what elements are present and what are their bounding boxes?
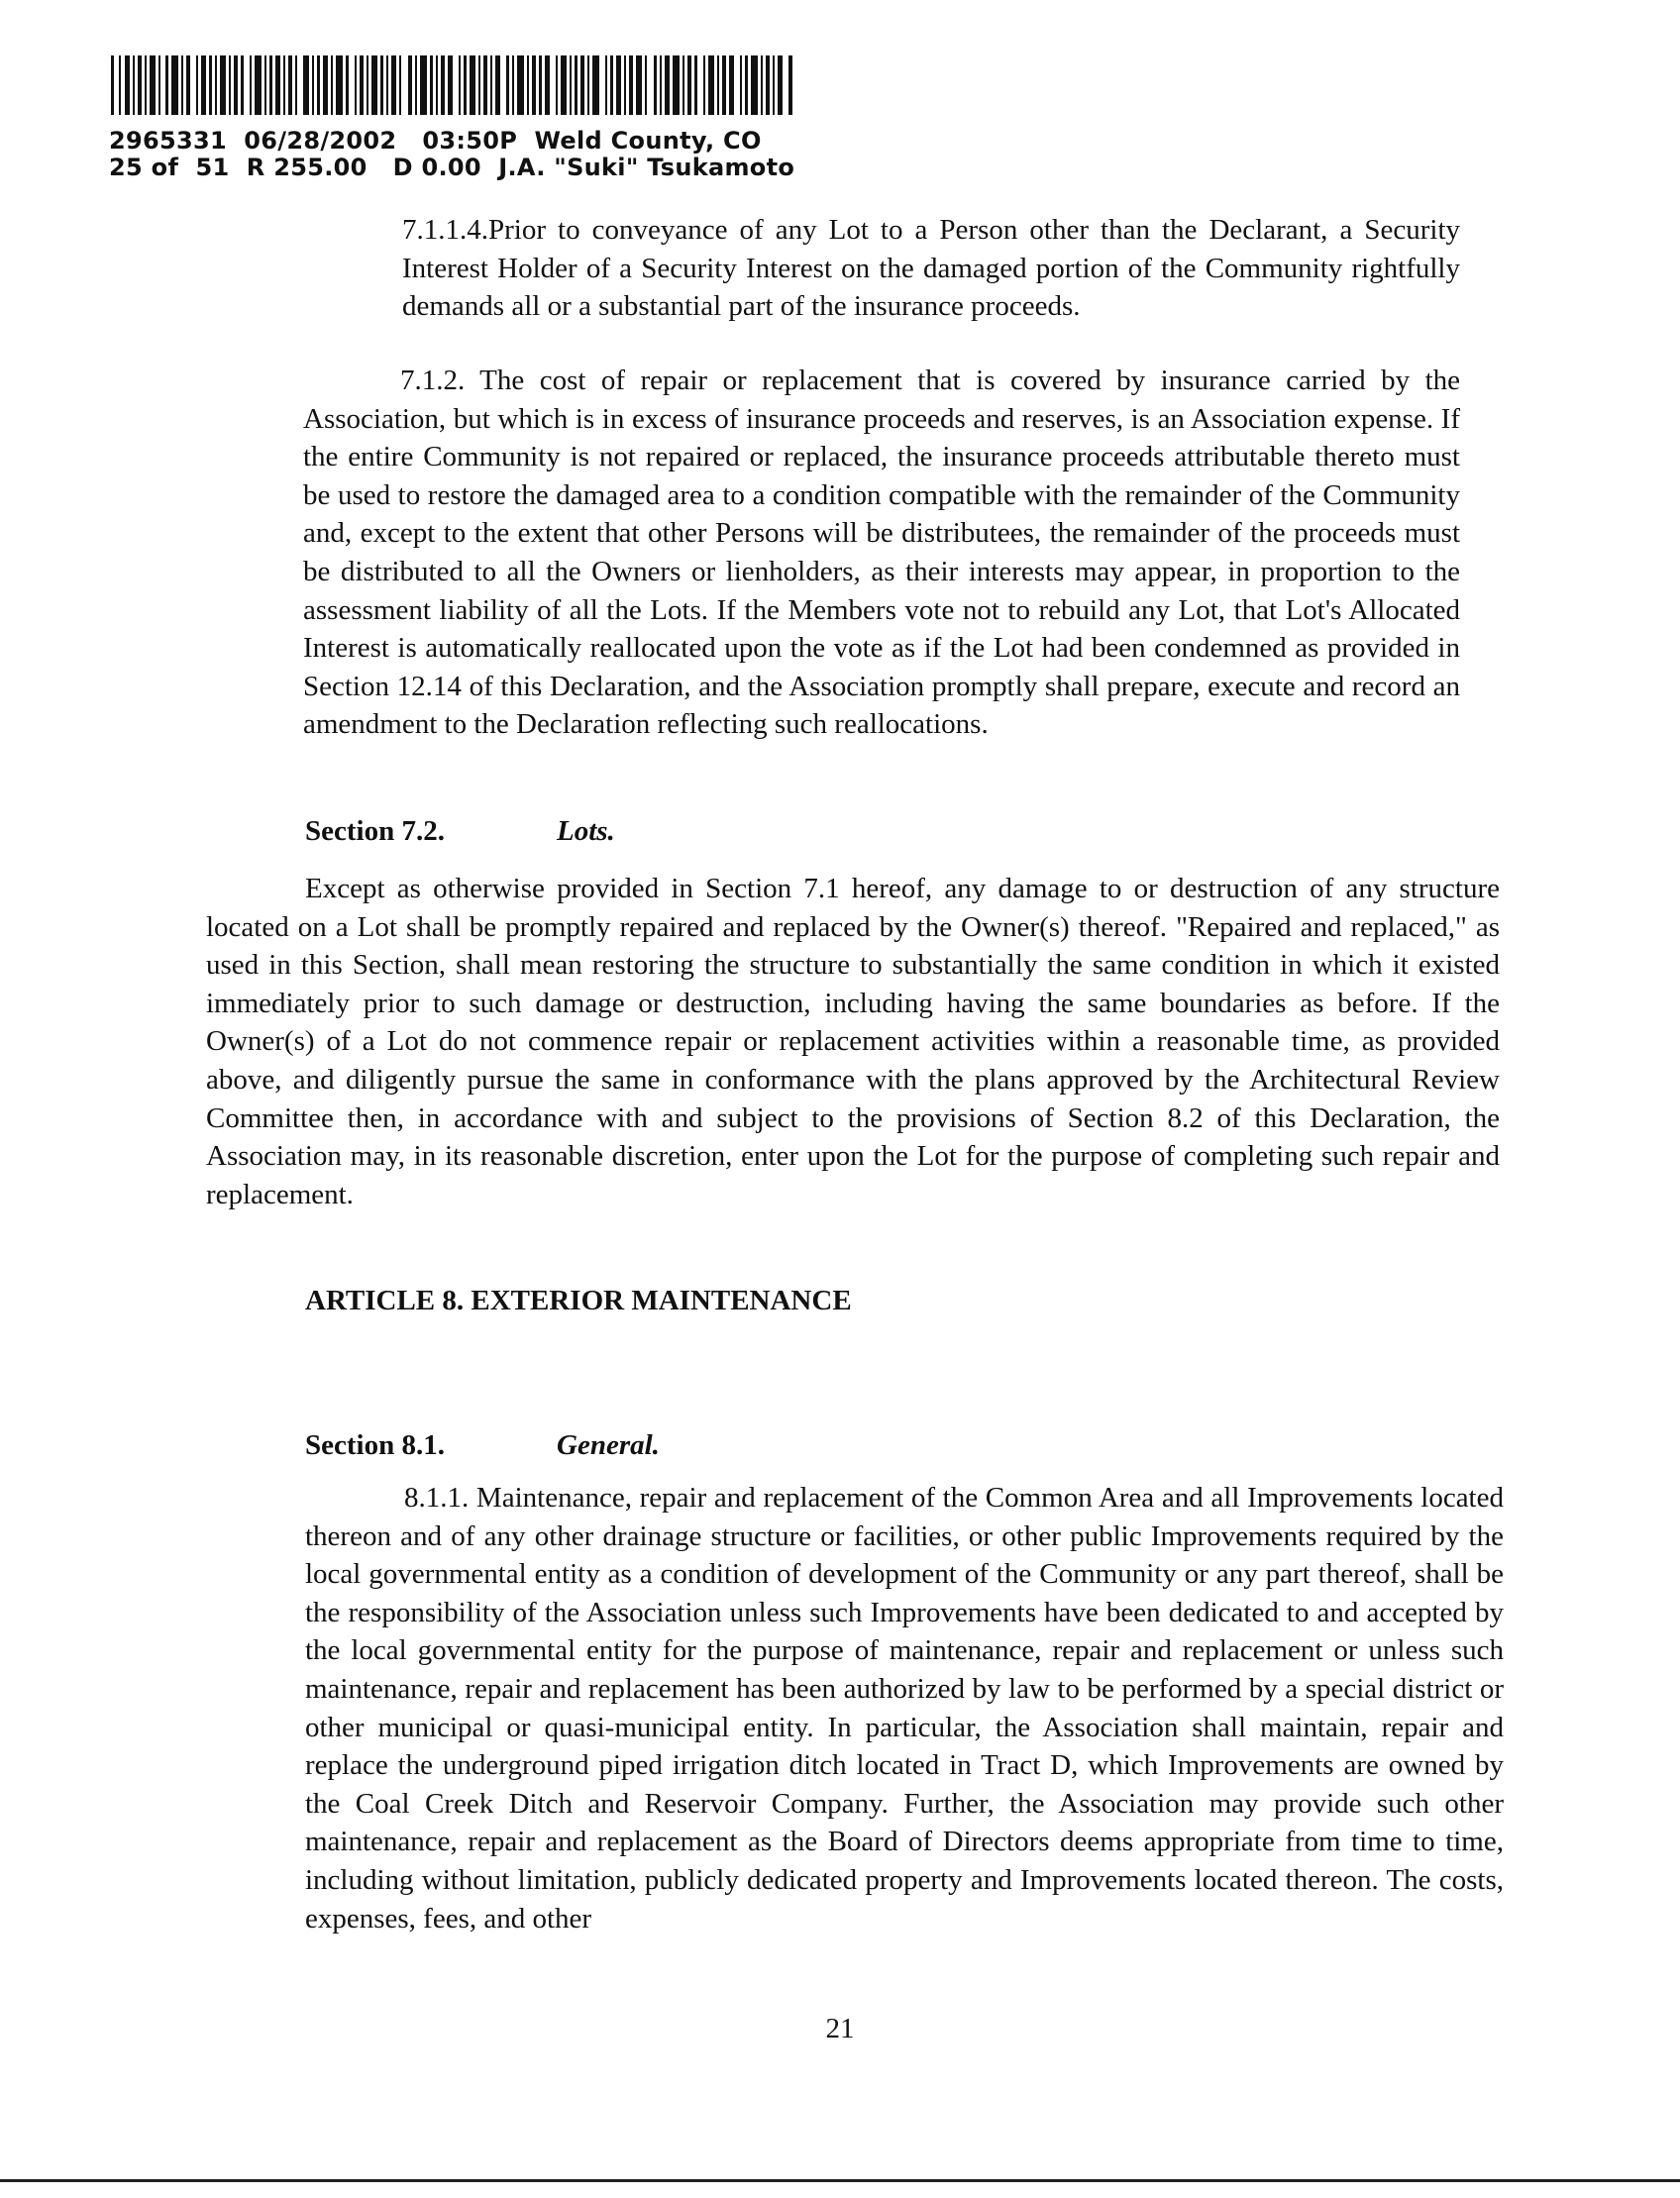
section-7-2-title: Lots.	[557, 815, 615, 847]
paragraph-7-1-2	[303, 362, 1460, 744]
paragraph-7-1-1-4: 7.1.1.4.Prior to conveyance of any Lot to a Person other than the Declarant, a Security Interest Holder of a Security Interest on the damaged portion of the Community rightfully demands all or a substantial part of the insurance proceeds.	[402, 214, 1460, 323]
recording-stamp-line-1: 2965331 06/28/2002 03:50P Weld County, CO	[109, 127, 762, 155]
bottom-rule	[0, 2179, 1680, 2182]
paragraph-8-1-1-text: 8.1.1. Maintenance, repair and replacement of the Common Area and all Improvements located thereon and of any other drainage structure or facilities, or other public Improvements required by the local governmental entity as a condition of development of the Community or any part thereof, shall be the responsibility of the Association unless such Improvements have been dedicated to and accepted by the local governmental entity for the purpose of maintenance, repair and replacement or unless such maintenance, repair and replacement has been authorized by law to be performed by a special district or other municipal or quasi-municipal entity. In particular, the Association shall maintain, repair and replace the underground piped irrigation ditch located in Tract D, which Improvements are owned by the Coal Creek Ditch and Reservoir Company. Further, the Association may provide such other maintenance, repair and replacement as the Board of Directors deems appropriate from time to time, including without limitation, publicly dedicated property and Improvements located thereon. The costs, expenses, fees, and other	[305, 1482, 1504, 1935]
paragraph-7-1-2-text: 7.1.2. The cost of repair or replacement that is covered by insurance carried by the Association, but which is in excess of insurance proceeds and reserves, is an Association expense. If the entire Community is not repaired or replaced, the insurance proceeds attributable thereto must be used to restore the damaged area to a condition compatible with the remainder of the Community and, except to the extent that other Persons will be distributees, the remainder of the proceeds must be distributed to all the Owners or lienholders, as their interests may appear, in proportion to the assessment liability of all the Lots. If the Members vote not to rebuild any Lot, that Lot's Allocated Interest is automatically reallocated upon the vote as if the Lot had been condemned as provided in Section 12.14 of this Declaration, and the Association promptly shall prepare, execute and record an amendment to the Declaration reflecting such reallocations.	[303, 365, 1460, 741]
paragraph-7-2	[206, 870, 1500, 1213]
paragraph-7-2-text: Except as otherwise provided in Section 7.1 hereof, any damage to or destruction of any structure located on a Lot shall be promptly repaired and replaced by the Owner(s) thereof. "Repaired and replaced," as used in this Section, shall mean restoring the structure to substantially the same condition in which it existed immediately prior to such damage or destruction, including having the same boundaries as before. If the Owner(s) of a Lot do not commence repair or replacement activities within a reasonable time, as provided above, and diligently pursue the same in conformance with the plans approved by the Architectural Review Committee then, in accordance with and subject to the provisions of Section 8.2 of this Declaration, the Association may, in its reasonable discretion, enter upon the Lot for the purpose of completing such repair and replacement.	[206, 873, 1500, 1210]
section-8-1-title: General.	[557, 1429, 660, 1461]
section-8-1-number: Section 8.1.	[305, 1429, 445, 1461]
article-8-heading: ARTICLE 8. EXTERIOR MAINTENANCE	[305, 1285, 852, 1316]
paragraph-8-1-1	[305, 1479, 1504, 1937]
page-number: 21	[825, 2013, 855, 2044]
recording-stamp-line-2: 25 of 51 R 255.00 D 0.00 J.A. "Suki" Tsukamoto	[109, 154, 795, 181]
recording-barcode	[111, 55, 794, 115]
section-7-2-number: Section 7.2.	[305, 815, 445, 847]
